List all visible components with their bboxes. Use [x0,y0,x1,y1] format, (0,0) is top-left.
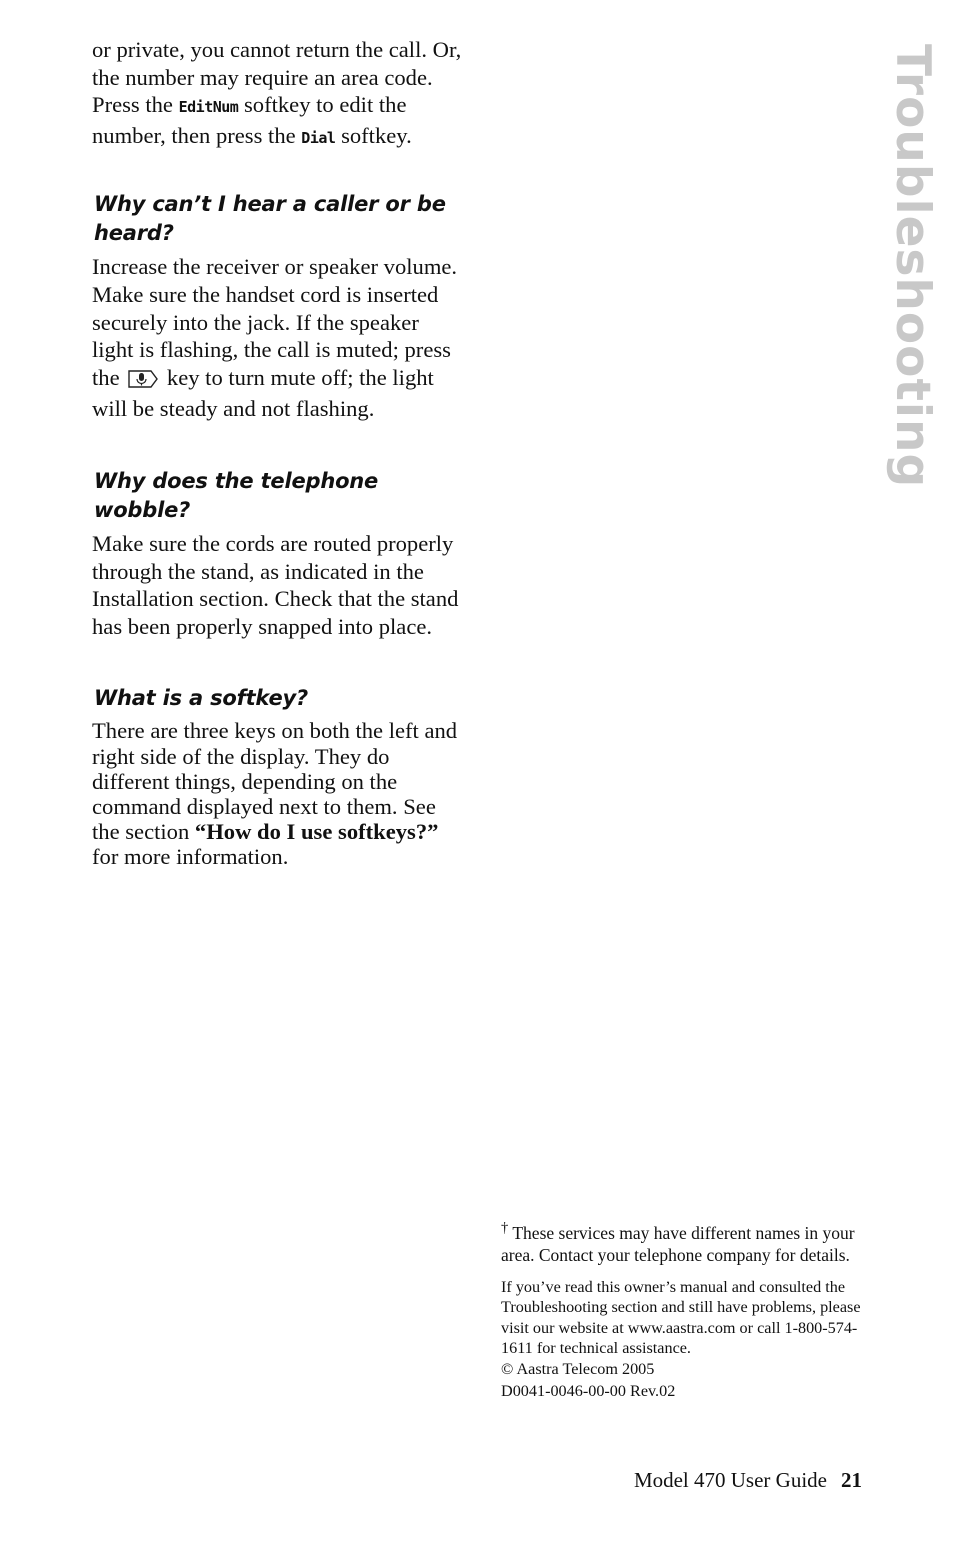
footnotes [501,1217,871,1402]
softkeys-section-reference: “How do I use softkeys?” [194,819,439,845]
faq-hear-caller-answer [92,253,462,423]
faq-hear-caller-question: Why can’t I hear a caller or be heard? [94,192,446,246]
faq1-answer-text-1: Increase the receiver or speaker volume. Make sure the handset cord is inserted securely into the jack. If the speaker light is flashing, the call is muted; press the [92,254,458,390]
section-side-title: Troubleshooting [885,44,940,489]
intro-text-1: or private, you cannot return the call. Or, the number may require an area code. Press the [92,37,462,118]
faq-softkey-question: What is a softkey? [94,686,308,711]
faq3-answer-text-1: There are three keys on both the left and right side of the display. They do different things, depending on the command displayed next to them. See the section [92,718,458,845]
dagger-mark: † [501,1220,509,1236]
intro-text-2: softkey to edit the number, then press the [92,92,407,148]
faq1-answer-text-2: key to turn mute off; the light will be steady and not flashing. [92,364,434,422]
footnote-text: These services may have different names in your area. Contact your telephone company for details. [501,1222,855,1265]
dagger-footnote [501,1217,871,1266]
mute-key-icon [127,368,159,396]
document-id: D0041-0046-00-00 Rev.02 [501,1382,676,1401]
page-footer [634,1468,862,1493]
editnum-softkey-label: EditNum [178,98,239,117]
dial-softkey-label: Dial [301,128,336,147]
guide-title: Model 470 User Guide [633,1468,827,1492]
intro-paragraph [92,36,462,152]
faq-wobble-answer: Make sure the cords are routed properly through the stand, as indicated in the Installation section. Check that the stand has been properly snapped into place. [92,530,459,639]
faq-softkey-answer [92,718,462,869]
faq3-answer-text-2: for more information. [92,844,289,870]
intro-text-3: softkey. [335,122,412,148]
main-column [92,36,462,870]
support-note: If you’ve read this owner’s manual and consulted the Troubleshooting section and still have problems, please visit our website at www.aastra.com or call 1-800-574-1611 for technical assistance. [501,1277,861,1358]
copyright-line: © Aastra Telecom 2005 [501,1359,655,1378]
page-number: 21 [841,1468,862,1492]
faq-wobble-question: Why does the telephone wobble? [94,468,379,522]
